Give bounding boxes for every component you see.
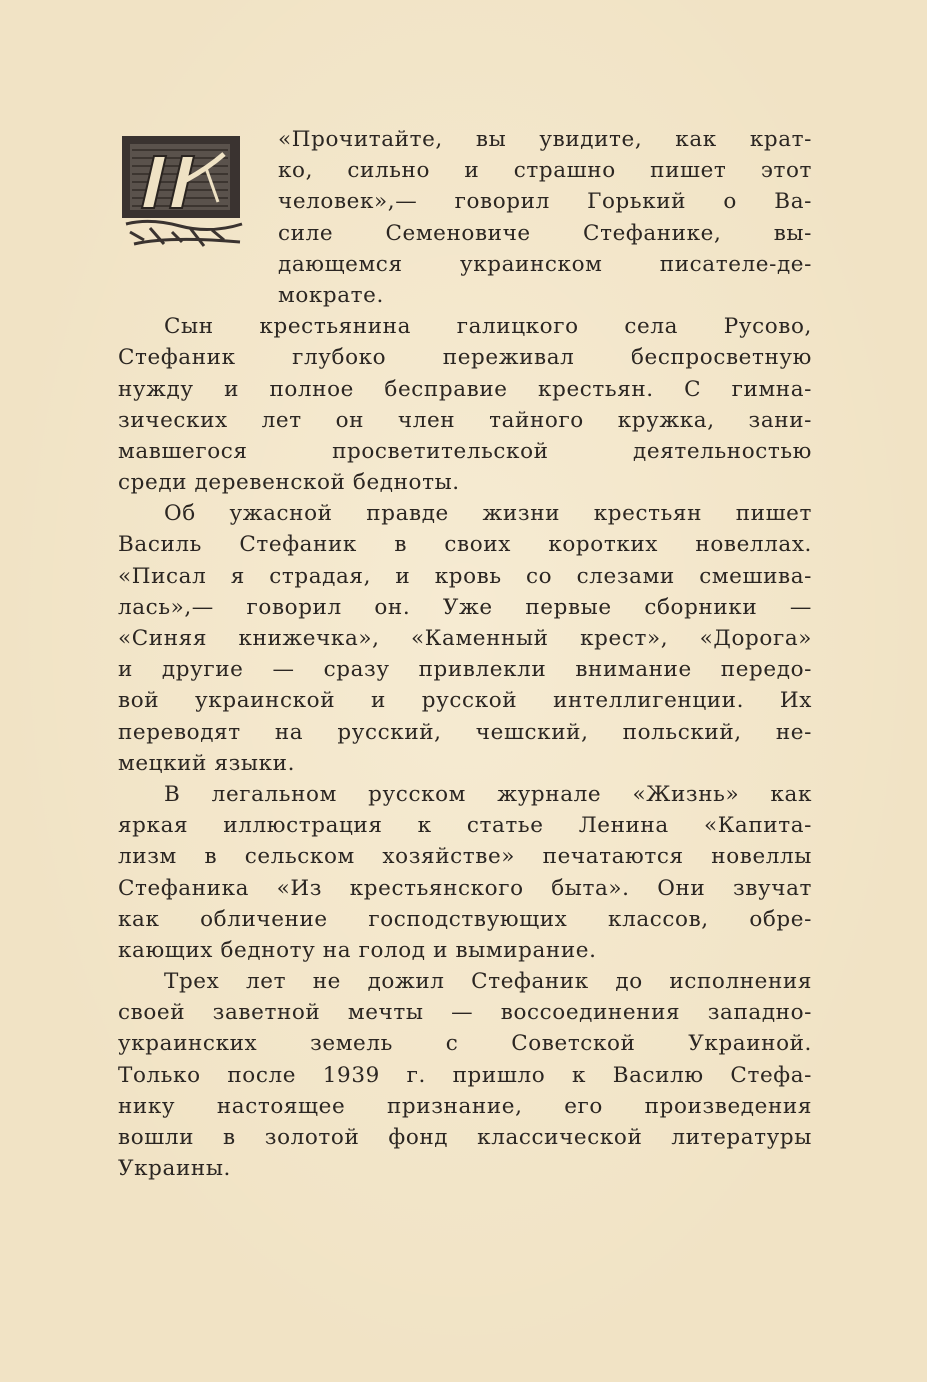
text-line: «Синяя книжечка», «Каменный крест», «Дорога»: [118, 626, 812, 651]
text-line: среди деревенской бедноты.: [118, 470, 460, 496]
text-line: «Прочитайте, вы увидите, как крат-: [278, 127, 812, 152]
text-line: зических лет он член тайного кружка, зани-: [118, 407, 812, 433]
text-line: «Писал я страдая, и кровь со слезами смешива-: [118, 563, 812, 589]
text-line: вошли в золотой фонд классической литературы: [118, 1125, 812, 1150]
text-line: нику настоящее признание, его произведения: [118, 1093, 812, 1119]
paragraph: [118, 311, 812, 498]
text-line: лась»,— говорил он. Уже первые сборники —: [118, 594, 812, 620]
text-line: Василь Стефаник в своих коротких новеллах.: [118, 532, 812, 558]
paragraph: [118, 498, 812, 779]
text-line: мавшегося просветительской деятельностью: [118, 438, 812, 464]
text-line: переводят на русский, чешский, польский, не-: [118, 719, 812, 745]
text-line: яркая иллюстрация к статье Ленина «Капита-: [118, 813, 812, 839]
text-line: Трех лет не дожил Стефаник до исполнения: [164, 969, 812, 995]
text-line: лизм в сельском хозяйстве» печатаются новеллы: [118, 844, 812, 870]
text-line: мократе.: [278, 282, 384, 308]
text-line: украинских земель с Советской Украиной.: [118, 1031, 812, 1057]
text-line: и другие — сразу привлекли внимание передо-: [118, 657, 812, 683]
paragraph: [118, 124, 812, 311]
text-line: как обличение господствующих классов, обре-: [118, 906, 812, 932]
text-line: Стефаника «Из крестьянского быта». Они звучат: [118, 875, 812, 901]
text-line: Об ужасной правде жизни крестьян пишет: [164, 501, 812, 527]
text-line: нужду и полное бесправие крестьян. С гимна-: [118, 376, 812, 402]
text-line: кающих бедноту на голод и вымирание.: [118, 937, 597, 963]
text-line: силе Семеновиче Стефанике, вы-: [278, 220, 812, 246]
text-line: своей заветной мечты — воссоединения западно-: [118, 1000, 812, 1026]
text-line: Украины.: [118, 1156, 231, 1182]
text-line: дающемся украинском писателе-де-: [278, 251, 812, 277]
text-line: Стефаник глубоко переживал беспросветную: [118, 345, 812, 371]
text-line: вой украинской и русской интеллигенции. Их: [118, 688, 812, 714]
paragraph: [118, 966, 812, 1184]
text-line: мецкий языки.: [118, 750, 296, 776]
text-line: В легальном русском журнале «Жизнь» как: [164, 781, 812, 807]
paragraph: [118, 779, 812, 966]
article-text: [118, 124, 812, 1184]
text-line: Только после 1939 г. пришло к Василю Стефа-: [118, 1062, 812, 1088]
text-line: человек»,— говорил Горький о Ва-: [278, 189, 812, 215]
text-line: Сын крестьянина галицкого села Русово,: [164, 314, 812, 340]
text-line: ко, сильно и страшно пишет этот: [278, 158, 812, 184]
